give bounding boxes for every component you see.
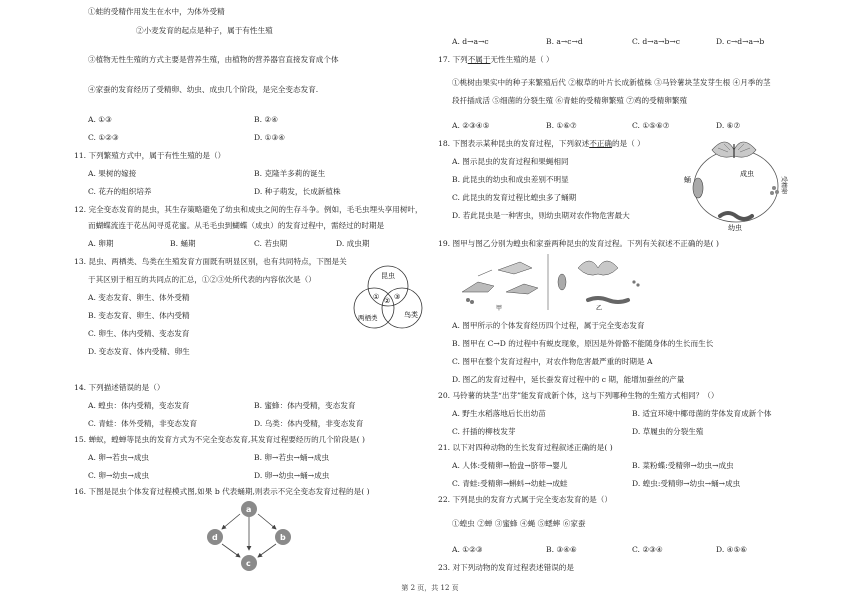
arrow-a-b bbox=[258, 514, 276, 529]
q19-option-d: D. 图乙的发育过程中，延长蚕发育过程中的 c 期，能增加蚕丝的产量 bbox=[452, 375, 685, 384]
node-c-label: c bbox=[246, 559, 251, 568]
q17-option-b: B. ①⑥⑦ bbox=[546, 121, 577, 130]
arrow-a-d bbox=[222, 514, 240, 529]
q19-option-a: A. 图甲所示的个体发育经历四个过程，属于完全变态发育 bbox=[452, 321, 645, 330]
q16-option-d: D. c→d→a→b bbox=[716, 37, 765, 46]
q11-option-a: A. 果树的嫁接 bbox=[88, 169, 137, 178]
q15-option-b: B. 卵→若虫→蛹→成虫 bbox=[254, 453, 330, 462]
q14-stem: 14. 下列描述错误的是（） bbox=[74, 383, 165, 392]
figure-yi-silkworm bbox=[558, 261, 640, 302]
q17-option-d: D. ⑥⑦ bbox=[716, 121, 741, 130]
q17-items-line2: 段扦插成活 ⑤细菌的分裂生殖 ⑥青蛙的受精卵繁殖 ⑦鸡的受精卵繁殖 bbox=[452, 96, 688, 105]
q13-option-b: B. 变态发育、卵生、体内受精 bbox=[88, 311, 190, 320]
q12-option-a: A. 卵期 bbox=[88, 239, 114, 248]
q10-option-c: C. ①②③ bbox=[88, 133, 119, 142]
q11-option-b: B. 克隆羊多莉的诞生 bbox=[254, 169, 326, 178]
lifecycle-ring bbox=[694, 150, 778, 222]
q17-option-c: C. ①⑤⑥⑦ bbox=[632, 121, 670, 130]
q18-stem-prefix: 18. 下图表示某种昆虫的发育过程，下列叙述 bbox=[438, 139, 590, 148]
arrow-b-c bbox=[258, 544, 276, 557]
statement-3: ③植物无性生殖的方式主要是营养生殖，由植物的营养器官直接发育成个体 bbox=[88, 55, 339, 64]
label-fertilized-egg: 受精卵 bbox=[780, 176, 787, 195]
q13-option-d: D. 变态发育、体内受精、卵生 bbox=[88, 347, 190, 356]
q13-option-c: C. 卵生、体内受精、变态发育 bbox=[88, 329, 190, 338]
q10-option-d: D. ①③④ bbox=[254, 133, 286, 142]
q15-stem: 15. 蝉蚁，蝗蝉等昆虫的发育方式为不完全变态发育,其发育过程要经历的几个阶段是( ) bbox=[74, 435, 366, 444]
q13-stem-line1: 13. 昆虫、两栖类、鸟类在生殖发育方面既有明显区别，也有共同特点，下图是关 bbox=[74, 257, 347, 266]
arrow-d-c bbox=[222, 544, 240, 557]
q12-stem-line1: 12. 完全变态发育的昆虫，其生存策略避免了幼虫和成虫之间的生存斗争。例如，毛毛虫埋头享用树叶， bbox=[74, 205, 423, 214]
q14-option-a: A. 蝗虫：体内受精，变态发育 bbox=[88, 401, 190, 410]
q14-option-b: B. 蜜蜂：体内受精，变态发育 bbox=[254, 401, 356, 410]
q13-option-a: A. 变态发育、卵生、体外受精 bbox=[88, 293, 190, 302]
q18-stem bbox=[438, 140, 645, 149]
q18-option-a: A. 图示昆虫的发育过程和果蝇相同 bbox=[452, 157, 569, 166]
q22-stem: 22. 下列昆虫的发育方式属于完全变态发育的是（） bbox=[438, 495, 612, 504]
q15-option-c: C. 卵→幼虫→成虫 bbox=[88, 471, 150, 480]
q21-option-b: B. 菜粉蝶:受精卵→幼虫→成虫 bbox=[632, 461, 734, 470]
q22-option-c: C. ②③④ bbox=[632, 545, 663, 554]
figure-jia-locust bbox=[462, 262, 538, 304]
q12-option-c: C. 若虫期 bbox=[254, 239, 288, 248]
q10-option-b: B. ②④ bbox=[254, 115, 279, 124]
figure-label-yi: 乙 bbox=[596, 305, 603, 312]
q22-option-d: D. ④⑤⑥ bbox=[716, 545, 748, 554]
q18-option-c: C. 此昆虫的发育过程比蝗虫多了蛹期 bbox=[452, 193, 577, 202]
q15-option-d: D. 卵→幼虫→蛹→成虫 bbox=[254, 471, 330, 480]
q16-option-a: A. d→a→c bbox=[452, 37, 489, 46]
statement-4: ④家蚕的发育经历了受精卵、幼虫、成虫几个阶段，是完全变态发育. bbox=[88, 85, 319, 94]
q12-stem-line2: 而蝴蝶流连于花丛间寻觅花蜜。从毛毛虫到蝴蝶（成虫）的发育过程中，需经过的时期是 bbox=[88, 221, 385, 230]
q10-option-a: A. ①③ bbox=[88, 115, 112, 124]
label-adult: 成虫 bbox=[740, 170, 754, 178]
venn-mark-1: ① bbox=[373, 293, 380, 301]
statement-2: ②小麦发育的起点是种子，属于有性生殖 bbox=[136, 26, 273, 35]
insect-lifecycle-figure bbox=[682, 132, 792, 234]
q14-option-d: D. 乌类：体内受精，非变态发育 bbox=[254, 419, 364, 428]
q19-option-b: B. 图甲在 C→D 的过程中有蜕皮现象，原因是外骨骼不能随身体的生长而生长 bbox=[452, 339, 714, 348]
q18-stem-suffix: 的是（ ） bbox=[611, 139, 645, 148]
q20-stem: 20. 马铃薯的块茎“出芽”能发育成新个体，这与下列哪种生物的生殖方式相同？（） bbox=[438, 391, 719, 400]
q18-stem-underlined: 不正确 bbox=[589, 139, 612, 148]
q13-stem-line2: 于其区别于相互的共同点的汇总，①②③处所代表的内容依次是（） bbox=[88, 275, 316, 284]
venn-label-birds: 鸟类 bbox=[404, 311, 418, 319]
q17-stem bbox=[438, 56, 554, 65]
node-b-label: b bbox=[280, 533, 286, 542]
q11-option-c: C. 花卉的组织培养 bbox=[88, 187, 152, 196]
q20-option-a: A. 野生水稻落地后长出幼苗 bbox=[452, 409, 546, 418]
q16-option-c: C. d→a→b→c bbox=[632, 37, 680, 46]
q22-items: ①蝗虫 ②蝉 ③蜜蜂 ④蝇 ⑤蟋蟀 ⑥家蚕 bbox=[452, 519, 586, 528]
q19-option-c: C. 图甲在整个发育过程中，对农作物危害最严重的时期是 A bbox=[452, 357, 653, 366]
q22-option-b: B. ③④⑥ bbox=[546, 545, 577, 554]
q20-option-c: C. 扦插的柳枝发芽 bbox=[452, 427, 516, 436]
venn-circle-birds bbox=[382, 288, 422, 328]
q17-option-a: A. ②③④⑤ bbox=[452, 121, 490, 130]
pupa-illustration bbox=[693, 178, 703, 198]
q21-option-a: A. 人体:受精卵→胎盘→脐带→婴儿 bbox=[452, 461, 568, 470]
venn-label-amphibians: 两栖类 bbox=[358, 314, 378, 322]
q11-stem: 11. 下列繁殖方式中，属于有性生殖的是（） bbox=[74, 151, 226, 160]
q18-option-b: B. 此昆虫的幼虫和成虫差别不明显 bbox=[452, 175, 569, 184]
q11-option-d: D. 种子萌发，长成新植株 bbox=[254, 187, 341, 196]
q16-stem: 16. 下图是昆虫个体发育过程模式图,如果 b 代表蛹期,则表示不完全变态发育过程的是( ) bbox=[74, 487, 370, 496]
q14-option-c: C. 青蛙：体外受精，非变态发育 bbox=[88, 419, 198, 428]
q23-stem: 23. 对下列动物的发育过程表述错误的是 bbox=[438, 563, 574, 572]
label-pupa: 蛹 bbox=[684, 176, 691, 184]
q18-option-d: D. 若此昆虫是一种害虫，则幼虫期对农作物危害最大 bbox=[452, 211, 630, 220]
q21-option-c: C. 青蛙:受精卵→蝌蚪→幼蛙→成蛙 bbox=[452, 479, 568, 488]
venn-diagram bbox=[352, 262, 424, 338]
node-a-label: a bbox=[246, 505, 252, 514]
q17-items-line1: ①桃树由果实中的种子来繁殖后代 ②椒草的叶片长成新植株 ③马铃薯块茎发芽生根 ④月季的茎 bbox=[452, 78, 771, 87]
page-footer: 第 2 页，共 12 页 bbox=[401, 584, 459, 592]
q17-stem-prefix: 17. 下列 bbox=[438, 55, 468, 64]
venn-mark-2: ② bbox=[384, 297, 391, 305]
figure-locust-silkworm bbox=[448, 252, 648, 312]
figure-label-jia: 甲 bbox=[496, 305, 503, 312]
q22-option-a: A. ①②③ bbox=[452, 545, 483, 554]
q17-stem-underlined: 不属于 bbox=[467, 55, 491, 64]
statement-1: ①蛙的受精作用发生在水中，为体外受精 bbox=[88, 7, 225, 16]
q21-option-d: D. 蝗虫:受精卵→幼虫→蛹→成虫 bbox=[632, 479, 741, 488]
q12-option-b: B. 蛹期 bbox=[170, 239, 196, 248]
q16-option-b: B. a→c→d bbox=[546, 37, 583, 46]
node-d-label: d bbox=[212, 533, 218, 542]
larva-illustration bbox=[720, 213, 752, 219]
label-larva: 幼虫 bbox=[728, 224, 742, 232]
q17-stem-suffix: 无性生殖的是（ ） bbox=[490, 55, 554, 64]
q15-option-a: A. 卵→若虫→成虫 bbox=[88, 453, 150, 462]
venn-label-insects: 昆虫 bbox=[381, 272, 395, 280]
q20-option-b: B. 适宜环境中椰母菌的芽体发育成新个体 bbox=[632, 409, 772, 418]
q19-stem: 19. 图甲与图乙分别为蝗虫和家蚕两种昆虫的发育过程。下列有关叙述不正确的是( ) bbox=[438, 239, 720, 248]
venn-mark-3: ③ bbox=[394, 293, 401, 301]
q21-stem: 21. 以下对四种动物的生长发育过程叙述正确的是( ) bbox=[438, 443, 613, 452]
q20-option-d: D. 草履虫的分裂生殖 bbox=[632, 427, 704, 436]
q12-option-d: D. 成虫期 bbox=[336, 239, 370, 248]
moth-illustration bbox=[712, 142, 756, 158]
cycle-diagram bbox=[200, 500, 300, 574]
